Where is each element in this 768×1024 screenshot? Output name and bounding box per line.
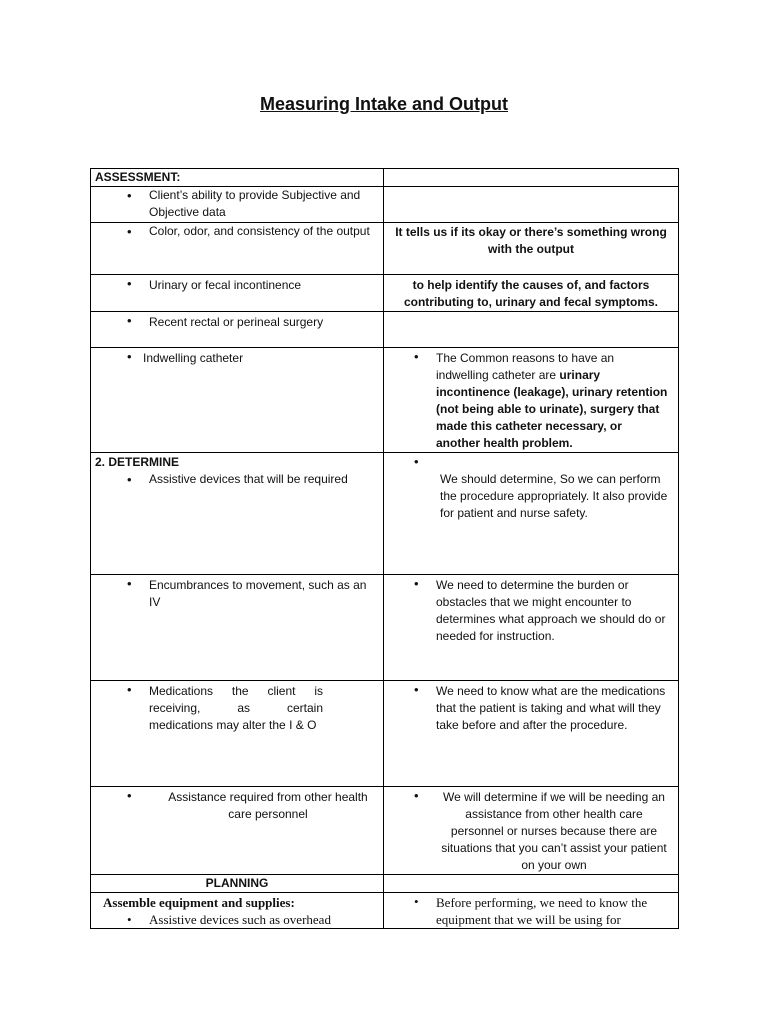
table-cell [384,453,679,575]
cell-text: to help identify the causes of, and factors contributing to, urinary and fecal symptoms. [403,278,659,309]
table-cell [91,275,384,312]
table-cell [91,453,384,575]
list-item: • We need to determine the burden or obstacles that we might encounter to determines what approach we should do or needed for instruction. [388,575,674,645]
list-item: • Encumbrances to movement, such as an IV [95,575,379,611]
table-cell [384,169,679,187]
list-item [388,348,674,452]
document-title: Measuring Intake and Output [259,94,509,114]
table-cell [91,681,384,787]
table-cell [91,348,384,453]
table-row [91,169,679,187]
table-row [91,787,679,875]
determine-header: 2. DETERMINE [95,455,180,469]
table-cell [384,787,679,875]
planning-header: PLANNING [91,875,384,893]
table-row [91,681,679,787]
list-item: • Client’s ability to provide Subjective and Objective data [95,187,379,221]
table-cell [384,681,679,787]
table-cell [91,893,384,929]
list-item: • Indwelling catheter [95,348,379,367]
list-item: • Before performing, we need to know the equipment that we will be using for [388,893,674,928]
list-item: • We should determine, So we can perform the procedure appropriately. It also provide for patient and nurse safety. [388,453,674,522]
table-cell [384,893,679,929]
table-cell [91,187,384,223]
table-cell [91,787,384,875]
table-cell [384,875,679,893]
table-cell [91,312,384,348]
planning-subheader: Assemble equipment and supplies: [103,895,295,910]
list-item: • Recent rectal or perineal surgery [95,312,379,331]
list-item: • We need to know what are the medications that the patient is taking and what will they take before and after the procedure. [388,681,674,734]
table-cell [91,223,384,275]
table-cell [384,312,679,348]
list-item: • Medications the client is receiving, as certain medications may alter the I & O [95,681,379,734]
table-cell [384,575,679,681]
list-item: • Assistance required from other health care personnel [95,787,379,823]
intake-output-table [90,168,679,929]
list-item: • Assistive devices such as overhead [95,911,379,928]
cell-text: The Common reasons to have an indwelling catheter are [436,351,615,382]
table-row [91,312,679,348]
table-cell [384,275,679,312]
table-row [91,875,679,893]
list-item: • Assistive devices that will be required [95,471,379,488]
cell-text-bold: urinary incontinence (leakage), urinary retention (not being able to urinate), surgery that made this catheter necessary, or another health problem. [436,368,668,450]
list-item: • Color, odor, and consistency of the output [95,223,379,240]
table-row [91,893,679,929]
table-row [91,453,679,575]
table-row [91,275,679,312]
table-cell [384,223,679,275]
assessment-header: ASSESSMENT: [91,169,384,187]
table-cell [384,348,679,453]
table-row [91,187,679,223]
table-row [91,348,679,453]
table-row [91,223,679,275]
list-item: • Urinary or fecal incontinence [95,275,379,294]
table-row [91,575,679,681]
table-cell [91,575,384,681]
list-item: • We will determine if we will be needing an assistance from other health care personnel or nurses because there are situations that you can’t assist your patient on your own [388,787,674,874]
table-cell [384,187,679,223]
cell-text: It tells us if its okay or there’s something wrong with the output [395,225,667,256]
